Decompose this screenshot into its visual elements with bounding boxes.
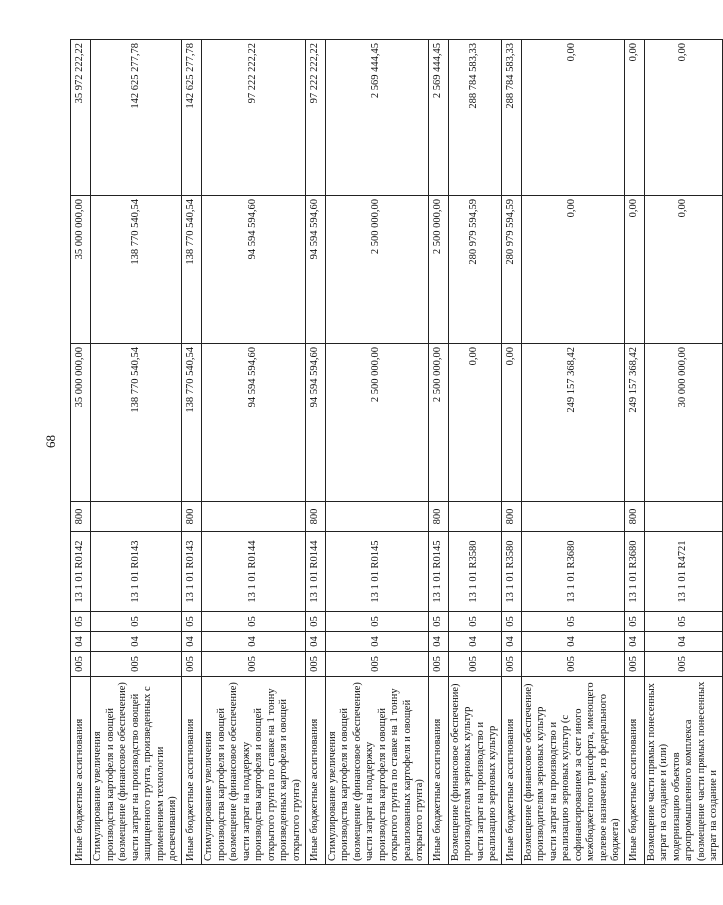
row-section: 04 bbox=[181, 632, 201, 652]
row-expense-type bbox=[644, 502, 722, 532]
row-target-article: 13 1 01 R0143 bbox=[181, 532, 201, 612]
row-target-article: 13 1 01 R3580 bbox=[501, 532, 521, 612]
row-target-article: 13 1 01 R0145 bbox=[325, 532, 428, 612]
table-row bbox=[201, 40, 305, 865]
budget-table bbox=[70, 39, 723, 865]
row-amount-1: 2 500 000,00 bbox=[325, 344, 428, 502]
row-amount-2: 35 000 000,00 bbox=[71, 196, 91, 344]
row-target-article: 13 1 01 R0144 bbox=[201, 532, 305, 612]
row-admin-code: 005 bbox=[644, 652, 722, 677]
row-expense-type: 800 bbox=[181, 502, 201, 532]
row-target-article: 13 1 01 R3680 bbox=[624, 532, 644, 612]
row-name: Возмещение части прямых понесенных затрат на создание и (или) модернизацию объектов агропромышленного комплекса (возмещение части прямых понесенных затрат на создание и bbox=[644, 677, 722, 865]
row-amount-1: 30 000 000,00 bbox=[644, 344, 722, 502]
row-amount-1: 94 594 594,60 bbox=[201, 344, 305, 502]
budget-table-container bbox=[70, 40, 719, 865]
row-name: Иные бюджетные ассигнования bbox=[305, 677, 325, 865]
page-number: 68 bbox=[43, 435, 58, 448]
row-amount-2: 2 500 000,00 bbox=[325, 196, 428, 344]
row-amount-2: 0,00 bbox=[644, 196, 722, 344]
row-section: 04 bbox=[71, 632, 91, 652]
row-target-article: 13 1 01 R4721 bbox=[644, 532, 722, 612]
row-amount-3: 0,00 bbox=[644, 40, 722, 196]
row-subsection: 05 bbox=[448, 612, 501, 632]
row-amount-2: 94 594 594,60 bbox=[201, 196, 305, 344]
row-name: Возмещение (финансовое обеспечение) производителям зерновых культур части затрат на производство и реализацию зерновых культур (с софинансированием за счет иного межбюджетного трансферта, имеющего целевое назначение, из федерального бюджета) bbox=[521, 677, 624, 865]
row-expense-type: 800 bbox=[501, 502, 521, 532]
row-expense-type: 800 bbox=[71, 502, 91, 532]
row-subsection: 05 bbox=[201, 612, 305, 632]
row-amount-2: 0,00 bbox=[624, 196, 644, 344]
row-admin-code: 005 bbox=[428, 652, 448, 677]
row-expense-type bbox=[325, 502, 428, 532]
row-name: Иные бюджетные ассигнования bbox=[428, 677, 448, 865]
row-amount-2: 138 770 540,54 bbox=[181, 196, 201, 344]
row-admin-code: 005 bbox=[624, 652, 644, 677]
row-amount-1: 249 157 368,42 bbox=[521, 344, 624, 502]
row-amount-1: 0,00 bbox=[501, 344, 521, 502]
row-subsection: 05 bbox=[71, 612, 91, 632]
row-target-article: 13 1 01 R0143 bbox=[91, 532, 182, 612]
row-amount-3: 35 972 222,22 bbox=[71, 40, 91, 196]
row-subsection: 05 bbox=[305, 612, 325, 632]
row-subsection: 05 bbox=[91, 612, 182, 632]
row-target-article: 13 1 01 R3580 bbox=[448, 532, 501, 612]
table-row bbox=[305, 40, 325, 865]
row-expense-type bbox=[91, 502, 182, 532]
row-amount-3: 288 784 583,33 bbox=[448, 40, 501, 196]
row-admin-code: 005 bbox=[201, 652, 305, 677]
row-admin-code: 005 bbox=[181, 652, 201, 677]
row-amount-1: 2 500 000,00 bbox=[428, 344, 448, 502]
row-admin-code: 005 bbox=[91, 652, 182, 677]
row-amount-1: 0,00 bbox=[448, 344, 501, 502]
row-amount-1: 138 770 540,54 bbox=[91, 344, 182, 502]
row-section: 04 bbox=[201, 632, 305, 652]
table-row bbox=[644, 40, 722, 865]
row-amount-3: 142 625 277,78 bbox=[91, 40, 182, 196]
row-admin-code: 005 bbox=[448, 652, 501, 677]
row-section: 04 bbox=[305, 632, 325, 652]
row-admin-code: 005 bbox=[305, 652, 325, 677]
row-section: 04 bbox=[91, 632, 182, 652]
row-amount-1: 138 770 540,54 bbox=[181, 344, 201, 502]
table-body bbox=[71, 40, 723, 865]
row-expense-type bbox=[201, 502, 305, 532]
row-name: Стимулирование увеличения производства картофеля и овощей (возмещение (финансовое обеспечение) части затрат на производство овощей защищенного грунта, произведенных с применением технологии досвечивания) bbox=[91, 677, 182, 865]
row-amount-2: 280 979 594,59 bbox=[501, 196, 521, 344]
row-amount-2: 0,00 bbox=[521, 196, 624, 344]
row-amount-3: 0,00 bbox=[624, 40, 644, 196]
table-row bbox=[91, 40, 182, 865]
row-expense-type: 800 bbox=[624, 502, 644, 532]
row-amount-1: 249 157 368,42 bbox=[624, 344, 644, 502]
row-subsection: 05 bbox=[521, 612, 624, 632]
row-admin-code: 005 bbox=[521, 652, 624, 677]
row-section: 04 bbox=[501, 632, 521, 652]
row-amount-2: 138 770 540,54 bbox=[91, 196, 182, 344]
row-target-article: 13 1 01 R0142 bbox=[71, 532, 91, 612]
row-subsection: 05 bbox=[501, 612, 521, 632]
row-amount-2: 94 594 594,60 bbox=[305, 196, 325, 344]
row-subsection: 05 bbox=[428, 612, 448, 632]
row-expense-type: 800 bbox=[428, 502, 448, 532]
row-section: 04 bbox=[448, 632, 501, 652]
row-section: 04 bbox=[624, 632, 644, 652]
row-amount-3: 288 784 583,33 bbox=[501, 40, 521, 196]
table-row bbox=[448, 40, 501, 865]
row-subsection: 05 bbox=[644, 612, 722, 632]
row-amount-2: 280 979 594,59 bbox=[448, 196, 501, 344]
table-row bbox=[501, 40, 521, 865]
table-row bbox=[428, 40, 448, 865]
row-amount-1: 94 594 594,60 bbox=[305, 344, 325, 502]
row-amount-3: 0,00 bbox=[521, 40, 624, 196]
row-amount-3: 97 222 222,22 bbox=[305, 40, 325, 196]
table-row bbox=[521, 40, 624, 865]
row-expense-type: 800 bbox=[305, 502, 325, 532]
row-subsection: 05 bbox=[624, 612, 644, 632]
row-name: Иные бюджетные ассигнования bbox=[624, 677, 644, 865]
row-name: Стимулирование увеличения производства картофеля и овощей (возмещение (финансовое обеспечение) части затрат на поддержку производства картофеля и овощей открытого грунта по ставке на 1 тонну реализованных картофеля и овощей открытого грунта) bbox=[325, 677, 428, 865]
row-amount-3: 142 625 277,78 bbox=[181, 40, 201, 196]
row-admin-code: 005 bbox=[325, 652, 428, 677]
row-target-article: 13 1 01 R3680 bbox=[521, 532, 624, 612]
row-expense-type bbox=[521, 502, 624, 532]
row-amount-3: 2 569 444,45 bbox=[325, 40, 428, 196]
row-amount-3: 97 222 222,22 bbox=[201, 40, 305, 196]
row-name: Иные бюджетные ассигнования bbox=[501, 677, 521, 865]
row-name: Иные бюджетные ассигнования bbox=[71, 677, 91, 865]
row-target-article: 13 1 01 R0145 bbox=[428, 532, 448, 612]
table-row bbox=[325, 40, 428, 865]
row-section: 04 bbox=[644, 632, 722, 652]
row-amount-3: 2 569 444,45 bbox=[428, 40, 448, 196]
row-subsection: 05 bbox=[181, 612, 201, 632]
row-section: 04 bbox=[325, 632, 428, 652]
row-section: 04 bbox=[428, 632, 448, 652]
row-expense-type bbox=[448, 502, 501, 532]
row-amount-1: 35 000 000,00 bbox=[71, 344, 91, 502]
row-name: Возмещение (финансовое обеспечение) производителям зерновых культур части затрат на производство и реализацию зерновых культур bbox=[448, 677, 501, 865]
row-name: Стимулирование увеличения производства картофеля и овощей (возмещение (финансовое обеспечение) части затрат на поддержку производства картофеля и овощей открытого грунта по ставке на 1 тонну произведенных картофеля и овощей открытого грунта) bbox=[201, 677, 305, 865]
row-target-article: 13 1 01 R0144 bbox=[305, 532, 325, 612]
row-subsection: 05 bbox=[325, 612, 428, 632]
table-row bbox=[71, 40, 91, 865]
table-row bbox=[181, 40, 201, 865]
table-row bbox=[624, 40, 644, 865]
row-amount-2: 2 500 000,00 bbox=[428, 196, 448, 344]
row-name: Иные бюджетные ассигнования bbox=[181, 677, 201, 865]
row-section: 04 bbox=[521, 632, 624, 652]
row-admin-code: 005 bbox=[501, 652, 521, 677]
row-admin-code: 005 bbox=[71, 652, 91, 677]
